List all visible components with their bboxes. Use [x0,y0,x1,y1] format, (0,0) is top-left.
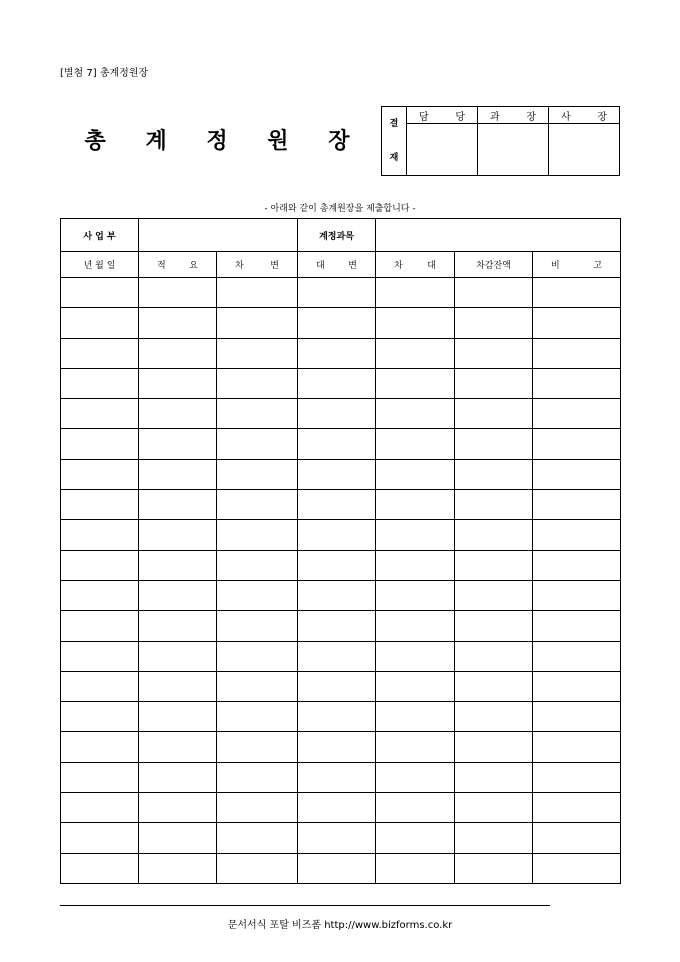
ledger-cell[interactable] [533,399,621,429]
ledger-cell[interactable] [455,611,533,641]
ledger-cell[interactable] [139,853,217,883]
ledger-cell[interactable] [61,671,139,701]
ledger-cell[interactable] [376,459,455,489]
ledger-cell[interactable] [217,429,298,459]
table-row [61,278,621,308]
table-row [61,399,621,429]
ledger-cell[interactable] [376,641,455,671]
ledger-cell[interactable] [533,338,621,368]
ledger-cell[interactable] [217,671,298,701]
col-header-remarks: 비 고 [533,252,621,278]
ledger-cell[interactable] [298,793,376,823]
ledger-cell[interactable] [217,641,298,671]
approval-side-label-bottom: 재 [389,153,399,163]
footer-divider [60,905,550,906]
ledger-cell[interactable] [139,823,217,853]
submit-note: - 아래와 같이 총계원장을 제출합니다 - [264,204,416,214]
ledger-cell[interactable] [61,520,139,550]
table-row [61,611,621,641]
ledger-cell[interactable] [376,308,455,338]
table-row [61,762,621,792]
page-title: 총 계 정 원 장 [84,129,366,154]
ledger-cell[interactable] [533,641,621,671]
business-input[interactable] [139,219,298,252]
ledger-cell[interactable] [533,550,621,580]
table-row [61,823,621,853]
ledger-cell[interactable] [298,338,376,368]
ledger-cell[interactable] [455,732,533,762]
ledger-cell[interactable] [455,641,533,671]
ledger-cell[interactable] [533,278,621,308]
ledger-cell[interactable] [217,793,298,823]
ledger-cell[interactable] [298,308,376,338]
ledger-cell[interactable] [139,429,217,459]
ledger-cell[interactable] [217,732,298,762]
ledger-cell[interactable] [298,762,376,792]
table-row [61,490,621,520]
ledger-cell[interactable] [139,550,217,580]
ledger-cell[interactable] [298,823,376,853]
ledger-cell[interactable] [376,732,455,762]
ledger-cell[interactable] [455,762,533,792]
ledger-cell[interactable] [533,490,621,520]
ledger-cell[interactable] [376,490,455,520]
ledger-cell[interactable] [298,429,376,459]
ledger-cell[interactable] [139,338,217,368]
ledger-cell[interactable] [217,520,298,550]
ledger-cell[interactable] [455,580,533,610]
ledger-cell[interactable] [139,641,217,671]
ledger-table [60,218,621,884]
ledger-cell[interactable] [455,823,533,853]
ledger-cell[interactable] [533,611,621,641]
table-row [61,520,621,550]
ledger-cell[interactable] [217,308,298,338]
ledger-cell[interactable] [455,853,533,883]
ledger-cell[interactable] [533,580,621,610]
footer-text: 문서서식 포탈 비즈폼 http://www.bizforms.co.kr [227,920,453,931]
ledger-cell[interactable] [217,278,298,308]
ledger-cell[interactable] [61,308,139,338]
ledger-cell[interactable] [298,732,376,762]
ledger-cell[interactable] [139,520,217,550]
ledger-cell[interactable] [61,702,139,732]
ledger-cell[interactable] [217,702,298,732]
ledger-cell[interactable] [376,399,455,429]
table-row [61,580,621,610]
ledger-cell[interactable] [298,853,376,883]
ledger-cell[interactable] [533,308,621,338]
ledger-cell[interactable] [533,459,621,489]
ledger-cell[interactable] [533,702,621,732]
ledger-cell[interactable] [376,762,455,792]
ledger-cell[interactable] [61,641,139,671]
ledger-cell[interactable] [298,459,376,489]
table-row [61,732,621,762]
ledger-cell[interactable] [455,671,533,701]
ledger-cell[interactable] [298,641,376,671]
ledger-cell[interactable] [533,762,621,792]
ledger-cell[interactable] [139,490,217,520]
col-header-debit: 차 변 [217,252,298,278]
ledger-cell[interactable] [217,399,298,429]
table-row [61,429,621,459]
approval-header-manager: 담 당 [407,107,478,124]
ledger-cell[interactable] [61,611,139,641]
ledger-cell[interactable] [376,338,455,368]
approval-side-label [382,107,407,176]
ledger-cell[interactable] [376,611,455,641]
table-row [61,459,621,489]
ledger-cell[interactable] [376,702,455,732]
ledger-cell[interactable] [217,338,298,368]
ledger-cell[interactable] [298,520,376,550]
ledger-cell[interactable] [61,853,139,883]
ledger-cell[interactable] [376,278,455,308]
table-row [61,550,621,580]
ledger-cell[interactable] [298,611,376,641]
col-header-credit: 대 변 [298,252,376,278]
approval-sign-section-chief[interactable] [478,124,549,176]
business-label: 사 업 부 [61,219,139,252]
ledger-cell[interactable] [533,368,621,398]
ledger-cell[interactable] [376,580,455,610]
ledger-cell[interactable] [298,278,376,308]
col-header-debit-credit: 차 대 [376,252,455,278]
ledger-cell[interactable] [217,611,298,641]
table-row [61,308,621,338]
ledger-cell[interactable] [217,853,298,883]
ledger-cell[interactable] [139,278,217,308]
approval-box [381,106,620,176]
attachment-label: [별첨 7] 총계정원장 [60,68,149,79]
ledger-cell[interactable] [61,429,139,459]
ledger-cell[interactable] [376,671,455,701]
ledger-cell[interactable] [139,702,217,732]
table-row [61,641,621,671]
approval-side-label-top: 결 [389,119,399,129]
ledger-cell[interactable] [61,580,139,610]
ledger-cell[interactable] [139,368,217,398]
ledger-cell[interactable] [455,368,533,398]
ledger-cell[interactable] [455,308,533,338]
table-row [61,793,621,823]
ledger-cell[interactable] [61,823,139,853]
ledger-cell[interactable] [533,671,621,701]
ledger-cell[interactable] [455,490,533,520]
ledger-cell[interactable] [139,308,217,338]
ledger-cell[interactable] [139,459,217,489]
ledger-cell[interactable] [533,429,621,459]
ledger-cell[interactable] [533,853,621,883]
ledger-cell[interactable] [217,580,298,610]
ledger-cell[interactable] [455,550,533,580]
ledger-cell[interactable] [217,550,298,580]
ledger-cell[interactable] [61,762,139,792]
col-header-date: 년 월 일 [61,252,139,278]
ledger-cell[interactable] [139,732,217,762]
ledger-cell[interactable] [61,338,139,368]
ledger-cell[interactable] [298,368,376,398]
ledger-cell[interactable] [61,490,139,520]
ledger-cell[interactable] [455,520,533,550]
account-input[interactable] [376,219,621,252]
table-row [61,368,621,398]
table-row [61,671,621,701]
ledger-cell[interactable] [376,429,455,459]
approval-header-section-chief: 과 장 [478,107,549,124]
ledger-cell[interactable] [139,762,217,792]
ledger-cell[interactable] [217,490,298,520]
ledger-cell[interactable] [376,368,455,398]
approval-sign-president[interactable] [549,124,620,176]
ledger-cell[interactable] [139,671,217,701]
ledger-cell[interactable] [298,702,376,732]
ledger-cell[interactable] [455,338,533,368]
ledger-cell[interactable] [298,580,376,610]
ledger-cell[interactable] [298,671,376,701]
ledger-cell[interactable] [455,278,533,308]
ledger-cell[interactable] [376,853,455,883]
ledger-cell[interactable] [376,793,455,823]
col-header-summary: 적 요 [139,252,217,278]
ledger-cell[interactable] [61,399,139,429]
ledger-cell[interactable] [455,793,533,823]
table-row [61,338,621,368]
ledger-cell[interactable] [139,399,217,429]
ledger-cell[interactable] [61,732,139,762]
ledger-cell[interactable] [61,368,139,398]
ledger-cell[interactable] [455,702,533,732]
ledger-cell[interactable] [455,399,533,429]
ledger-cell[interactable] [533,823,621,853]
table-row [61,702,621,732]
ledger-cell[interactable] [61,278,139,308]
ledger-cell[interactable] [61,459,139,489]
ledger-cell[interactable] [61,793,139,823]
ledger-cell[interactable] [217,368,298,398]
ledger-cell[interactable] [533,793,621,823]
ledger-cell[interactable] [139,580,217,610]
ledger-cell[interactable] [376,550,455,580]
approval-sign-manager[interactable] [407,124,478,176]
ledger-cell[interactable] [139,793,217,823]
ledger-cell[interactable] [376,823,455,853]
ledger-cell[interactable] [455,429,533,459]
ledger-cell[interactable] [533,732,621,762]
ledger-cell[interactable] [298,399,376,429]
col-header-balance: 차감잔액 [455,252,533,278]
ledger-cell[interactable] [139,611,217,641]
table-row [61,853,621,883]
ledger-cell[interactable] [217,762,298,792]
ledger-cell[interactable] [376,520,455,550]
ledger-cell[interactable] [61,550,139,580]
ledger-cell[interactable] [298,550,376,580]
account-label: 계정과목 [298,219,376,252]
ledger-cell[interactable] [533,520,621,550]
ledger-cell[interactable] [217,823,298,853]
ledger-cell[interactable] [455,459,533,489]
ledger-cell[interactable] [298,490,376,520]
ledger-rows [61,278,621,884]
ledger-cell[interactable] [217,459,298,489]
approval-header-president: 사 장 [549,107,620,124]
